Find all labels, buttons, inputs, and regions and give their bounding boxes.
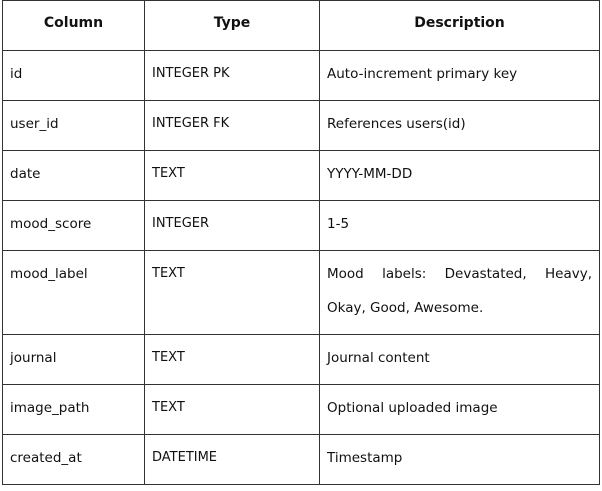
cell-type: DATETIME: [145, 435, 320, 485]
table-row: [3, 335, 600, 385]
cell-description-text: Mood labels: Devastated, Heavy, Okay, Good, Awesome.: [327, 266, 592, 316]
table-row: [3, 51, 600, 101]
cell-type: TEXT: [145, 385, 320, 435]
cell-type: INTEGER FK: [145, 101, 320, 151]
cell-description: 1-5: [320, 201, 600, 251]
table-row: [3, 201, 600, 251]
header-row: [3, 1, 600, 51]
cell-column: mood_score: [3, 201, 145, 251]
table-row: [3, 151, 600, 201]
cell-type: INTEGER PK: [145, 51, 320, 101]
cell-description: Optional uploaded image: [320, 385, 600, 435]
cell-description: Journal content: [320, 335, 600, 385]
cell-column: user_id: [3, 101, 145, 151]
header-type: Type: [145, 1, 320, 51]
cell-type: INTEGER: [145, 201, 320, 251]
cell-description: Timestamp: [320, 435, 600, 485]
header-description: Description: [320, 1, 600, 51]
cell-type: TEXT: [145, 335, 320, 385]
header-column: Column: [3, 1, 145, 51]
cell-description: Auto-increment primary key: [320, 51, 600, 101]
cell-description: [320, 251, 600, 335]
cell-column: journal: [3, 335, 145, 385]
cell-column: mood_label: [3, 251, 145, 335]
cell-description: YYYY-MM-DD: [320, 151, 600, 201]
cell-type: TEXT: [145, 151, 320, 201]
schema-table: [2, 0, 600, 485]
table-row: [3, 251, 600, 335]
cell-column: id: [3, 51, 145, 101]
table-row: [3, 435, 600, 485]
cell-column: created_at: [3, 435, 145, 485]
cell-type: TEXT: [145, 251, 320, 335]
cell-column: date: [3, 151, 145, 201]
cell-description: References users(id): [320, 101, 600, 151]
cell-column: image_path: [3, 385, 145, 435]
table-row: [3, 385, 600, 435]
table-row: [3, 101, 600, 151]
